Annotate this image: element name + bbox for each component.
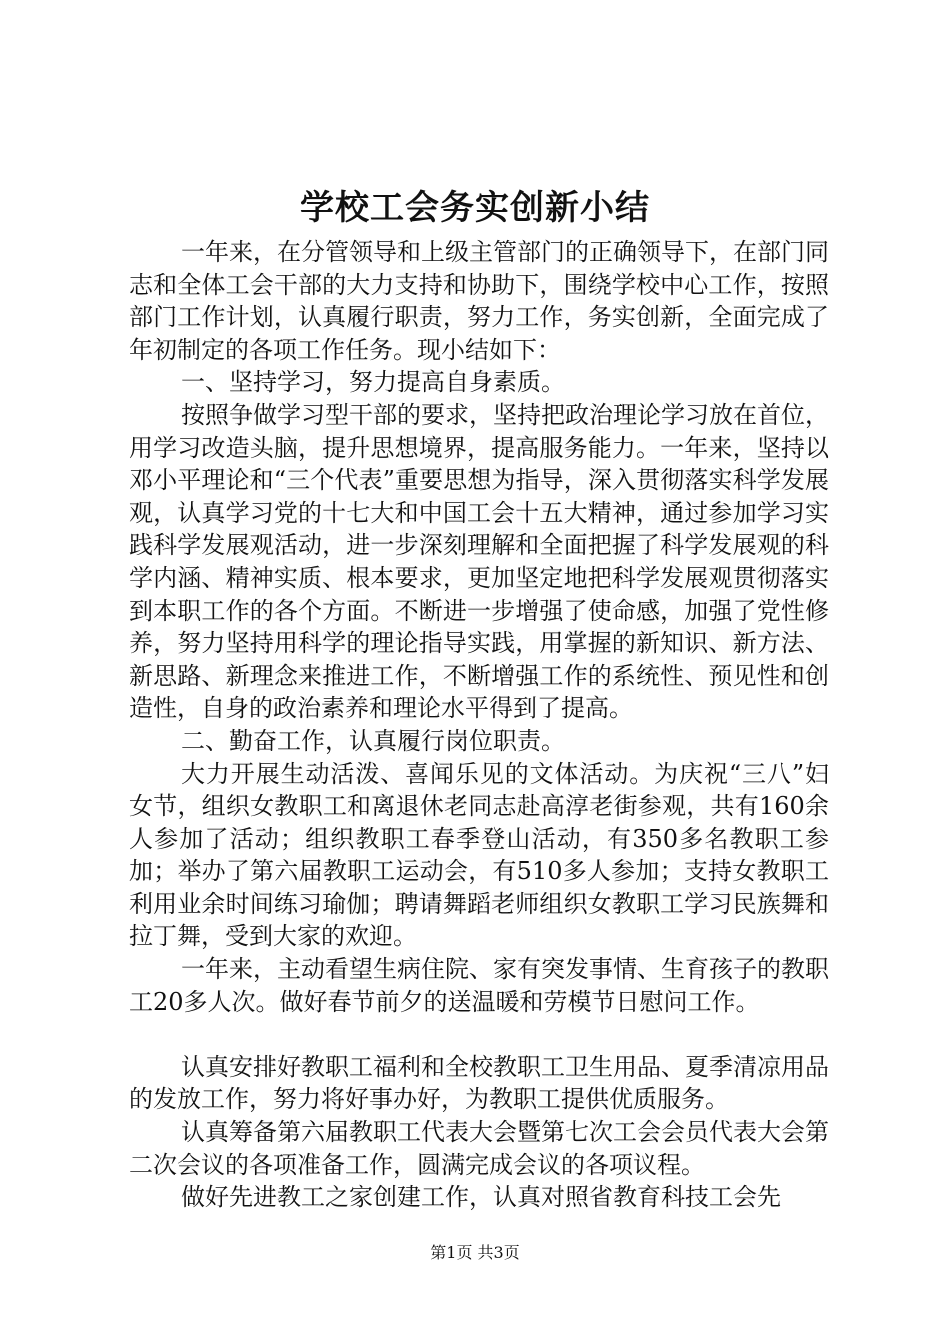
paragraph-welfare: 认真安排好教职工福利和全校教职工卫生用品、夏季清凉用品的发放工作，努力将好事办好，为教职工提供优质服务。 (129, 1052, 829, 1114)
paragraph-intro: 一年来，在分管领导和上级主管部门的正确领导下，在部门同志和全体工会干部的大力支持和协助下，围绕学校中心工作，按照部门工作计划，认真履行职责，努力工作，务实创新，全面完成了年初制定的各项工作任务。现小结如下： (129, 238, 829, 364)
paragraph-congress: 认真筹备第六届教职工代表大会暨第七次工会会员代表大会第二次会议的各项准备工作，圆满完成会议的各项议程。 (129, 1118, 829, 1179)
blank-line (129, 1018, 829, 1051)
page-title: 学校工会务实创新小结 (300, 188, 650, 228)
section-heading-1: 一、坚持学习，努力提高自身素质。 (181, 368, 565, 397)
paragraph-activities: 大力开展生动活泼、喜闻乐见的文体活动。为庆祝“三八”妇女节，组织女教职工和离退休老同志赴高淳老街参观，共有160余人参加了活动；组织教职工春季登山活动，有350多名教职工参加；举办了第六届教职工运动会，有510多人参加；支持女教职工利用业余时间练习瑜伽；聘请舞蹈老师组织女教职工学习民族舞和拉丁舞，受到大家的欢迎。 (129, 759, 829, 951)
paragraph-home-building: 做好先进教工之家创建工作，认真对照省教育科技工会先 (181, 1183, 781, 1212)
document-body (129, 236, 829, 1214)
section-heading-2: 二、勤奋工作，认真履行岗位职责。 (181, 726, 565, 755)
paragraph-study: 按照争做学习型干部的要求，坚持把政治理论学习放在首位，用学习改造头脑，提升思想境界，提高服务能力。一年来，坚持以邓小平理论和“三个代表”重要思想为指导，深入贯彻落实科学发展观，认真学习党的十七大和中国工会十五大精神，通过参加学习实践科学发展观活动，进一步深刻理解和全面把握了科学发展观的科学内涵、精神实质、根本要求，更加坚定地把科学发展观贯彻落实到本职工作的各个方面。不断进一步增强了使命感，加强了党性修养，努力坚持用科学的理论指导实践，用掌握的新知识、新方法、新思路、新理念来推进工作，不断增强工作的系统性、预见性和创造性，自身的政治素养和理论水平得到了提高。 (129, 400, 829, 723)
page-footer: 第1页 共3页 (430, 1243, 520, 1262)
paragraph-visits: 一年来，主动看望生病住院、家有突发事情、生育孩子的教职工20多人次。做好春节前夕的送温暖和劳模节日慰问工作。 (129, 955, 829, 1016)
